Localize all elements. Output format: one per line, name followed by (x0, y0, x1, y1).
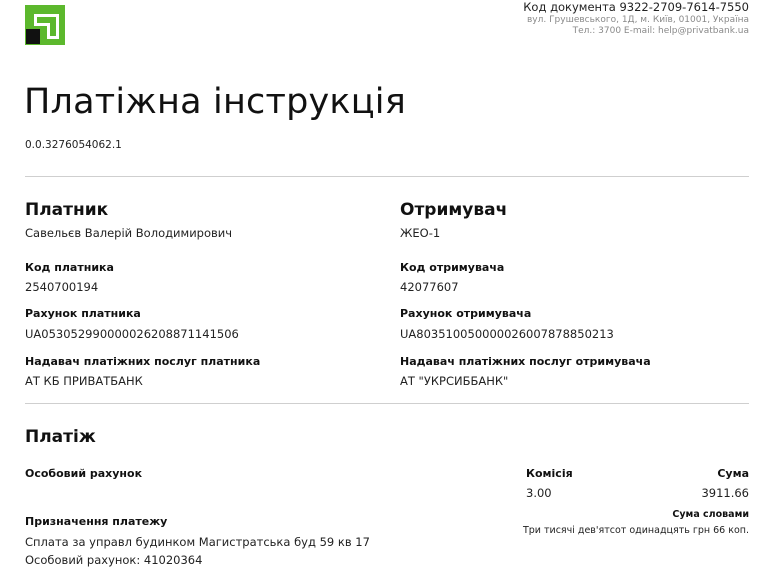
divider (25, 403, 749, 404)
payment-section-title: Платіж (25, 427, 96, 447)
payment-purpose-label: Призначення платежу (25, 515, 168, 528)
recipient-code-label: Код отримувача (400, 261, 505, 274)
recipient-provider: АТ "УКРСИББАНК" (400, 374, 509, 388)
document-reference: 0.0.3276054062.1 (25, 139, 122, 151)
payer-code-label: Код платника (25, 261, 114, 274)
recipient-code: 42077607 (400, 280, 459, 294)
privatbank-logo-icon (25, 5, 65, 45)
recipient-account-label: Рахунок отримувача (400, 307, 532, 320)
recipient-name: ЖЕО-1 (400, 226, 441, 240)
document-code: Код документа 9322-2709-7614-7550 (523, 0, 749, 14)
payer-provider-label: Надавач платіжних послуг платника (25, 355, 261, 368)
divider (25, 176, 749, 177)
commission-value: 3.00 (526, 486, 552, 500)
amount-words-label: Сума словами (672, 509, 749, 520)
payment-purpose-account: Особовий рахунок: 41020364 (25, 553, 203, 567)
address-line: вул. Грушевського, 1Д, м. Київ, 01001, Україна (526, 15, 749, 25)
payer-account: UA053052990000026208871141506 (25, 327, 239, 341)
recipient-provider-label: Надавач платіжних послуг отримувача (400, 355, 651, 368)
amount-words-value: Три тисячі дев'ятсот одинадцять грн 66 коп. (522, 525, 749, 536)
contact-line: Тел.: 3700 E-mail: help@privatbank.ua (572, 26, 749, 36)
payer-provider: АТ КБ ПРИВАТБАНК (25, 374, 143, 388)
recipient-account: UA803510050000026007878850213 (400, 327, 614, 341)
payer-name: Савельєв Валерій Володимирович (25, 226, 233, 240)
page-title: Платіжна інструкція (24, 82, 406, 122)
recipient-section-title: Отримувач (400, 200, 508, 220)
amount-value: 3911.66 (701, 486, 749, 500)
commission-label: Комісія (526, 467, 573, 480)
payer-account-label: Рахунок платника (25, 307, 141, 320)
payer-code: 2540700194 (25, 280, 99, 294)
amount-label: Сума (717, 467, 749, 480)
personal-account-label: Особовий рахунок (25, 467, 143, 480)
bank-address (527, 15, 749, 37)
payment-purpose-line: Сплата за управл будинком Магистратська буд 59 кв 17 (25, 535, 370, 549)
payer-section-title: Платник (25, 200, 109, 220)
